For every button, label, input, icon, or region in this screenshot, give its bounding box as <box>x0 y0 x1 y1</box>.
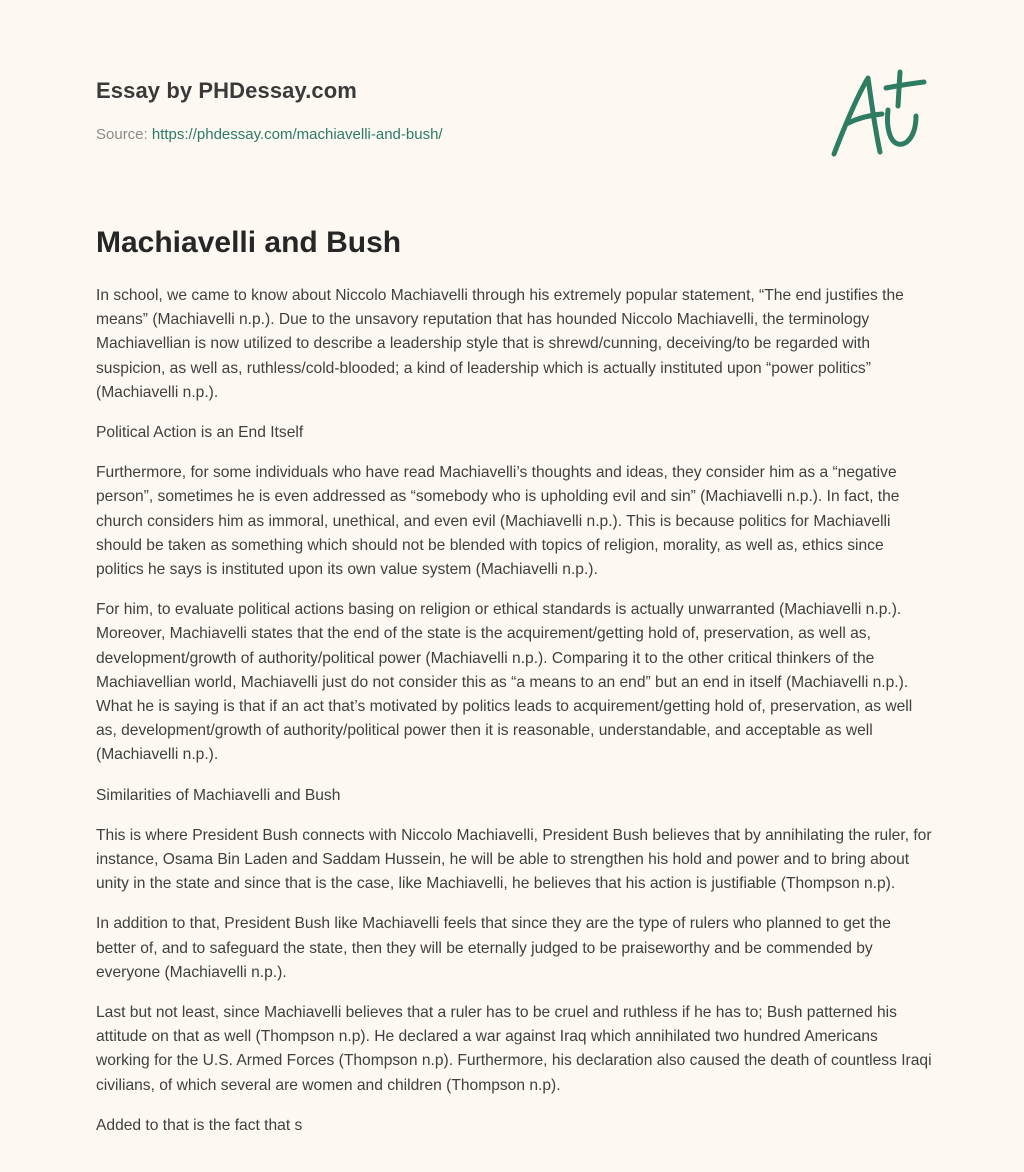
section-heading: Political Action is an End Itself <box>96 424 304 442</box>
paragraph: Furthermore, for some individuals who have read Machiavelli’s thoughts and ideas, they consider him as a “negative person”, sometimes he is even addressed as “somebody who is upholding evil and sin” (Machiavelli n.p.). In fact, the church considers him as immoral, unethical, and even evil (Machiavelli n.p.). This is because politics for Machiavelli should be taken as something which should not be blended with topics of religion, morality, as well as, ethics since politics he says is instituted upon its own value system (Machiavelli n.p.). <box>96 464 900 579</box>
paragraph: In school, we came to know about Niccolo Machiavelli through his extremely popular statement, “The end justifies the means” (Machiavelli n.p.). Due to the unsavory reputation that has hounded Niccolo Machiavelli, the terminology Machiavellian is now utilized to describe a leadership style that is shrewd/cunning, deceiving/to be regarded with suspicion, as well as, ruthless/cold-blooded; a kind of leadership which is actually instituted upon “power politics” (Machiavelli n.p.). <box>96 287 904 401</box>
section-heading: Similarities of Machiavelli and Bush <box>96 786 341 804</box>
paragraph: Last but not least, since Machiavelli believes that a ruler has to be cruel and ruthless if he has to; Bush patterned his attitude on that as well (Thompson n.p). He declared a war against Iraq which annihilated two hundred Americans working for the U.S. Armed Forces (Thompson n.p). Furthermore, his declaration also caused the death of countless Iraqi civilians, of which several are women and children (Thompson n.p). <box>96 1004 932 1094</box>
brand-title: Essay by PHDessay.com <box>96 78 357 103</box>
paragraph: Added to that is the fact that s <box>96 1116 303 1134</box>
paragraph: For him, to evaluate political actions basing on religion or ethical standards is actually unwarranted (Machiavelli n.p.). Moreover, Machiavelli states that the end of the state is the acquirement/getting hold of, preservation, as well as, development/growth of authority/political power (Machiavelli n.p.). Comparing it to the other critical thinkers of the Machiavellian world, Machiavelli just do not consider this as “a means to an end” but an end in itself (Machiavelli n.p.). What he is saying is that if an act that’s motivated by politics leads to acquirement/getting hold of, preservation, as well as, development/growth of authority/political power then it is reasonable, understandable, and acceptable as well (Machiavelli n.p.). <box>96 601 913 764</box>
paragraph: In addition to that, President Bush like Machiavelli feels that since they are the type of rulers who planned to get the better of, and to safeguard the state, then they will be eternally judged to be praiseworthy and be commended by everyone (Machiavelli n.p.). <box>96 915 891 981</box>
source-line <box>96 126 443 143</box>
essay-body <box>96 284 932 1154</box>
a-plus-grade-icon <box>828 68 928 162</box>
paragraph: This is where President Bush connects with Niccolo Machiavelli, President Bush believes that by annihilating the ruler, for instance, Osama Bin Laden and Saddam Hussein, he will be able to strengthen his hold and power and to bring about unity in the state and since that is the case, like Machiavelli, he believes that his action is justifiable (Thompson n.p). <box>96 826 932 893</box>
source-label: Source: <box>96 126 152 143</box>
essay-title: Machiavelli and Bush <box>96 226 402 259</box>
source-link[interactable]: https://phdessay.com/machiavelli-and-bush/ <box>151 126 443 143</box>
page-header <box>96 72 928 182</box>
